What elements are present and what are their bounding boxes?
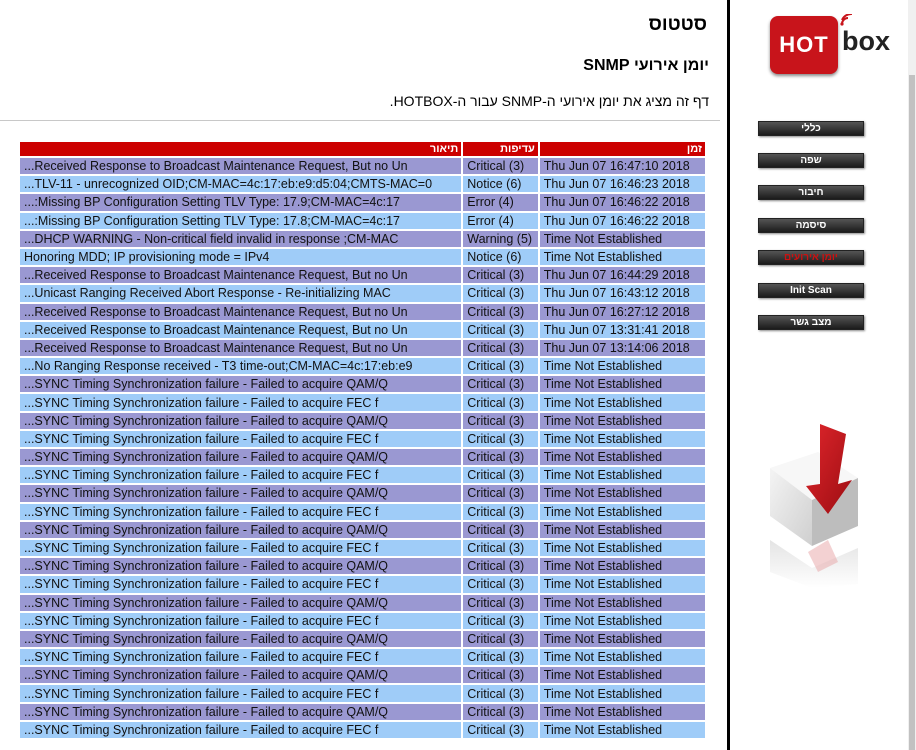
cell-description: TLV-11 - unrecognized OID;CM-MAC=4c:17:eb:e9:d5:04;CMTS-MAC=0...: [20, 176, 461, 192]
cell-description: SYNC Timing Synchronization failure - Failed to acquire FEC f...: [20, 685, 461, 701]
logo-hot-badge: HOT: [770, 16, 838, 74]
cell-description: DHCP WARNING - Non-critical field invalid in response ;CM-MAC...: [20, 231, 461, 247]
table-row: [20, 667, 705, 683]
cell-time: Time Not Established: [540, 704, 705, 720]
cell-time: Time Not Established: [540, 613, 705, 629]
cell-time: Time Not Established: [540, 540, 705, 556]
sidebar-item-password[interactable]: סיסמה: [758, 218, 864, 233]
table-row: [20, 304, 705, 320]
cell-time: Time Not Established: [540, 358, 705, 374]
cell-priority: Critical (3): [463, 358, 538, 374]
sidebar-item-general[interactable]: כללי: [758, 121, 864, 136]
cell-description: SYNC Timing Synchronization failure - Failed to acquire QAM/Q...: [20, 558, 461, 574]
divider-line: [0, 120, 720, 121]
cell-priority: Critical (3): [463, 522, 538, 538]
table-row: [20, 340, 705, 356]
cell-priority: Critical (3): [463, 722, 538, 738]
cell-priority: Critical (3): [463, 431, 538, 447]
scrollbar-thumb[interactable]: [909, 75, 915, 750]
cell-description: SYNC Timing Synchronization failure - Failed to acquire QAM/Q...: [20, 413, 461, 429]
table-row: [20, 394, 705, 410]
cell-time: Time Not Established: [540, 449, 705, 465]
table-row: [20, 576, 705, 592]
cell-description: SYNC Timing Synchronization failure - Failed to acquire QAM/Q...: [20, 376, 461, 392]
table-row: [20, 540, 705, 556]
cell-priority: Critical (3): [463, 322, 538, 338]
table-row: [20, 194, 705, 210]
table-row: [20, 522, 705, 538]
table-body: [20, 158, 705, 738]
cell-description: SYNC Timing Synchronization failure - Failed to acquire FEC f...: [20, 540, 461, 556]
cell-time: Time Not Established: [540, 722, 705, 738]
table-row: [20, 485, 705, 501]
table-row: [20, 449, 705, 465]
cell-description: Received Response to Broadcast Maintenance Request, But no Un...: [20, 322, 461, 338]
cell-description: Received Response to Broadcast Maintenance Request, But no Un...: [20, 158, 461, 174]
table-row: [20, 213, 705, 229]
cell-priority: Critical (3): [463, 649, 538, 665]
table-row: [20, 358, 705, 374]
table-row: [20, 649, 705, 665]
cell-time: Thu Jun 07 16:46:23 2018: [540, 176, 705, 192]
table-row: [20, 613, 705, 629]
cell-time: Time Not Established: [540, 394, 705, 410]
cell-priority: Error (4): [463, 194, 538, 210]
cell-priority: Notice (6): [463, 176, 538, 192]
cell-description: SYNC Timing Synchronization failure - Failed to acquire QAM/Q...: [20, 449, 461, 465]
cell-priority: Critical (3): [463, 467, 538, 483]
cell-description: SYNC Timing Synchronization failure - Failed to acquire QAM/Q...: [20, 522, 461, 538]
cell-time: Thu Jun 07 16:43:12 2018: [540, 285, 705, 301]
cell-time: Time Not Established: [540, 467, 705, 483]
sidebar-item-init-scan[interactable]: Init Scan: [758, 283, 864, 298]
table-row: [20, 267, 705, 283]
table-row: [20, 722, 705, 738]
cell-priority: Critical (3): [463, 158, 538, 174]
table-row: [20, 376, 705, 392]
column-header-priority: עדיפות: [463, 142, 538, 156]
cell-description: Received Response to Broadcast Maintenance Request, But no Un...: [20, 267, 461, 283]
table-row: [20, 231, 705, 247]
hotbox-logo: [770, 14, 898, 78]
cell-time: Time Not Established: [540, 504, 705, 520]
cell-priority: Notice (6): [463, 249, 538, 265]
table-row: [20, 631, 705, 647]
cell-priority: Error (4): [463, 213, 538, 229]
cell-description: Honoring MDD; IP provisioning mode = IPv4: [20, 249, 461, 265]
table-row: [20, 285, 705, 301]
cell-priority: Critical (3): [463, 631, 538, 647]
column-header-description: תיאור: [20, 142, 461, 156]
cell-time: Thu Jun 07 16:27:12 2018: [540, 304, 705, 320]
cell-priority: Warning (5): [463, 231, 538, 247]
cell-priority: Critical (3): [463, 595, 538, 611]
cell-time: Thu Jun 07 13:31:41 2018: [540, 322, 705, 338]
sidebar: [730, 0, 908, 750]
cell-description: No Ranging Response received - T3 time-out;CM-MAC=4c:17:eb:e9...: [20, 358, 461, 374]
download-cube-graphic: [768, 422, 860, 592]
cell-description: SYNC Timing Synchronization failure - Failed to acquire FEC f...: [20, 613, 461, 629]
cell-description: Received Response to Broadcast Maintenance Request, But no Un...: [20, 304, 461, 320]
cell-time: Time Not Established: [540, 558, 705, 574]
table-row: [20, 558, 705, 574]
cell-time: Time Not Established: [540, 649, 705, 665]
cell-priority: Critical (3): [463, 376, 538, 392]
cell-time: Thu Jun 07 16:44:29 2018: [540, 267, 705, 283]
table-row: [20, 467, 705, 483]
cell-time: Time Not Established: [540, 431, 705, 447]
logo-box-text: box: [842, 26, 891, 56]
table-header-row: [20, 142, 705, 156]
cell-priority: Critical (3): [463, 413, 538, 429]
table-row: [20, 413, 705, 429]
cell-time: Thu Jun 07 16:46:22 2018: [540, 194, 705, 210]
cell-priority: Critical (3): [463, 558, 538, 574]
cell-priority: Critical (3): [463, 340, 538, 356]
cell-time: Time Not Established: [540, 413, 705, 429]
cell-priority: Critical (3): [463, 613, 538, 629]
page-description: דף זה מציג את יומן אירועי ה-SNMP עבור ה-HOTBOX.: [389, 93, 709, 109]
cell-priority: Critical (3): [463, 267, 538, 283]
cell-priority: Critical (3): [463, 394, 538, 410]
table-row: [20, 158, 705, 174]
cell-time: Thu Jun 07 16:47:10 2018: [540, 158, 705, 174]
cell-description: Missing BP Configuration Setting TLV Type: 17.9;CM-MAC=4c:17:...: [20, 194, 461, 210]
table-row: [20, 704, 705, 720]
table-row: [20, 249, 705, 265]
cell-description: SYNC Timing Synchronization failure - Failed to acquire QAM/Q...: [20, 704, 461, 720]
table-row: [20, 595, 705, 611]
cell-time: Time Not Established: [540, 631, 705, 647]
cell-priority: Critical (3): [463, 540, 538, 556]
cell-time: Time Not Established: [540, 576, 705, 592]
table-row: [20, 176, 705, 192]
cell-priority: Critical (3): [463, 449, 538, 465]
cell-description: Received Response to Broadcast Maintenance Request, But no Un...: [20, 340, 461, 356]
cell-time: Time Not Established: [540, 667, 705, 683]
cell-description: SYNC Timing Synchronization failure - Failed to acquire FEC f...: [20, 722, 461, 738]
cell-description: Unicast Ranging Received Abort Response - Re-initializing MAC...: [20, 285, 461, 301]
sidebar-item-language[interactable]: שפה: [758, 153, 864, 168]
cell-time: Time Not Established: [540, 485, 705, 501]
cell-time: Time Not Established: [540, 522, 705, 538]
table-row: [20, 685, 705, 701]
cell-description: Missing BP Configuration Setting TLV Type: 17.8;CM-MAC=4c:17:...: [20, 213, 461, 229]
event-log-table: [18, 140, 707, 740]
cell-description: SYNC Timing Synchronization failure - Failed to acquire FEC f...: [20, 576, 461, 592]
sidebar-item-bridge-mode[interactable]: מצב גשר: [758, 315, 864, 330]
cell-priority: Critical (3): [463, 285, 538, 301]
cell-description: SYNC Timing Synchronization failure - Failed to acquire FEC f...: [20, 649, 461, 665]
cell-description: SYNC Timing Synchronization failure - Failed to acquire FEC f...: [20, 394, 461, 410]
cell-time: Time Not Established: [540, 376, 705, 392]
table-row: [20, 504, 705, 520]
column-header-time: זמן: [540, 142, 705, 156]
cell-priority: Critical (3): [463, 304, 538, 320]
table-row: [20, 431, 705, 447]
sidebar-item-connection[interactable]: חיבור: [758, 185, 864, 200]
cell-priority: Critical (3): [463, 576, 538, 592]
cell-description: SYNC Timing Synchronization failure - Failed to acquire QAM/Q...: [20, 667, 461, 683]
cell-description: SYNC Timing Synchronization failure - Failed to acquire FEC f...: [20, 431, 461, 447]
cell-description: SYNC Timing Synchronization failure - Failed to acquire QAM/Q...: [20, 595, 461, 611]
sidebar-item-event-log[interactable]: יומן אירועים: [758, 250, 864, 265]
cell-priority: Critical (3): [463, 504, 538, 520]
cell-description: SYNC Timing Synchronization failure - Failed to acquire FEC f...: [20, 467, 461, 483]
cell-time: Thu Jun 07 13:14:06 2018: [540, 340, 705, 356]
cell-priority: Critical (3): [463, 704, 538, 720]
cell-description: SYNC Timing Synchronization failure - Failed to acquire FEC f...: [20, 504, 461, 520]
cell-description: SYNC Timing Synchronization failure - Failed to acquire QAM/Q...: [20, 485, 461, 501]
table-row: [20, 322, 705, 338]
page-title: סטטוס: [648, 14, 707, 35]
cell-priority: Critical (3): [463, 685, 538, 701]
cell-time: Time Not Established: [540, 595, 705, 611]
page-subtitle: יומן אירועי SNMP: [583, 57, 709, 74]
cell-time: Time Not Established: [540, 685, 705, 701]
cell-priority: Critical (3): [463, 667, 538, 683]
cell-time: Time Not Established: [540, 231, 705, 247]
cell-time: Time Not Established: [540, 249, 705, 265]
cell-time: Thu Jun 07 16:46:22 2018: [540, 213, 705, 229]
cell-priority: Critical (3): [463, 485, 538, 501]
cell-description: SYNC Timing Synchronization failure - Failed to acquire QAM/Q...: [20, 631, 461, 647]
